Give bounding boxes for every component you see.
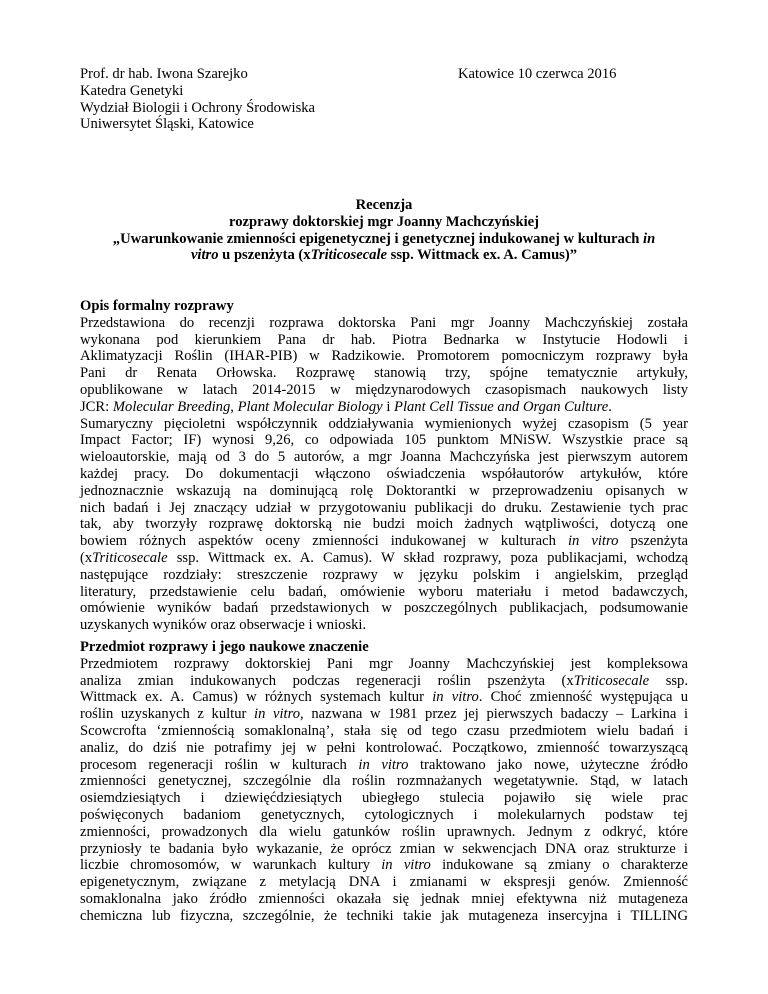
title-line-4: vitro u pszenżyta (xTriticosecale ssp. Wittmack ex. A. Camus)” (190, 247, 578, 264)
title-line-3: „Uwarunkowanie zmienności epigenetycznej i genetycznej indukowanej w kulturach in (112, 230, 656, 247)
section-subject-significance (80, 639, 688, 925)
sender-university: Uniwersytet Śląski, Katowice (80, 116, 254, 133)
section-paragraph: Przedmiotem rozprawy doktorskiej Pani mgr Joanny Machczyńskiej jest kompleksowa analiza zmian indukowanych podczas regeneracji roślin pszenżyta (xTriticosecale ssp. Wittmack ex. A. Camus) w różnych systemach kultur in vitro. Choć zmienność występująca u roślin uzyskanych z kultur in vitro, nazwana w 1981 przez jej pierwszych badaczy – Larkina i Scowcrofta ‘zmiennością somaklonalną’, stała się od tego czasu przedmiotem wielu badań i analiz, do dziś nie potrafimy jej w pełni kontrolować. Początkowo, zmienność towarzyszącą procesom regeneracji roślin w kulturach in vitro traktowano jako nowe, użyteczne źródło zmienności genetycznej, szczególnie dla roślin rozmnażanych wegetatywnie. Stąd, w latach osiemdziesiątych i dziewięćdziesiątych ubiegłego stulecia pojawiło się wiele prac poświęconych badaniom genetycznych, cytologicznych i molekularnych podstaw tej zmienności, prowadzonych dla wielu gatunków roślin uprawnych. Jednym z odkryć, które przyniosły te badania było wykazanie, że oprócz zmian w sekwencjach DNA oraz strukturze i liczbie chromosomów, w warunkach kultury in vitro indukowane są zmiany o charakterze epigenetycznym, związane z metylacją DNA i zmianami w ekspresji genów. Zmienność somaklonalna jako źródło zmienności okazała się jednak mniej efektywna niż mutageneza chemiczna lub fizyczna, szczególnie, że techniki takie jak mutageneza insercyjna i TILLING (80, 655, 689, 924)
title-line-1: Recenzja (355, 197, 413, 213)
sender-block (80, 66, 315, 133)
section-paragraph: Przedstawiona do recenzji rozprawa doktorska Pani mgr Joanny Machczyńskiej została wykonana pod kierunkiem Pana dr hab. Piotra Bednarka w Instytucie Hodowli i Aklimatyzacji Roślin (IHAR-PIB) w Radzikowie. Promotorem pomocniczym rozprawy była Pani dr Renata Orłowska. Rozprawę stanowią trzy, spójne tematycznie artykuły, opublikowane w latach 2014-2015 w międzynarodowych czasopismach naukowych listy JCR: Molecular Breeding, Plant Molecular Biology i Plant Cell Tissue and Organ Culture. Sumaryczny pięcioletni współczynnik oddziaływania wymienionych wyżej czasopism (5 year Impact Factor; IF) wynosi 9,26, co odpowiada 105 punktom MNiSW. Wszystkie prace są wieloautorskie, mają od 3 do 5 autorów, a mgr Joanna Machczyńska jest pierwszym autorem każdej pracy. Do dokumentacji włączono oświadczenia współautorów artykułów, które jednoznacznie wskazują na dominującą rolę Doktorantki w przeprowadzeniu opisanych w nich badań i Jej znaczący udział w przygotowaniu publikacji do druku. Zestawienie tych prac tak, aby tworzyły rozprawę doktorską nie budzi moich żadnych wątpliwości, dotyczą one bowiem różnych aspektów oceny zmienności indukowanej w kulturach in vitro pszenżyta (xTriticosecale ssp. Wittmack ex. A. Camus). W skład rozprawy, poza publikacjami, wchodzą następujące rozdziały: streszczenie rozprawy w języku polskim i angielskim, przegląd literatury, przedstawienie celu badań, omówienie wyboru materiału i metod badawczych, omówienie wyników badań przedstawionych w poszczególnych publikacjach, podsumowanie uzyskanych wyników oraz obserwacje i wnioski. (80, 314, 688, 634)
section-heading: Opis formalny rozprawy (80, 298, 234, 314)
sender-name: Prof. dr hab. Iwona Szarejko (80, 66, 248, 82)
sender-department: Katedra Genetyki (80, 82, 184, 99)
section-formal-description (80, 298, 688, 634)
document-date: Katowice 10 czerwca 2016 (458, 66, 617, 82)
review-title (80, 197, 688, 264)
title-line-2: rozprawy doktorskiej mgr Joanny Machczyńskiej (229, 213, 539, 230)
sender-faculty: Wydział Biologii i Ochrony Środowiska (80, 99, 316, 116)
section-heading: Przedmiot rozprawy i jego naukowe znaczenie (80, 639, 369, 655)
